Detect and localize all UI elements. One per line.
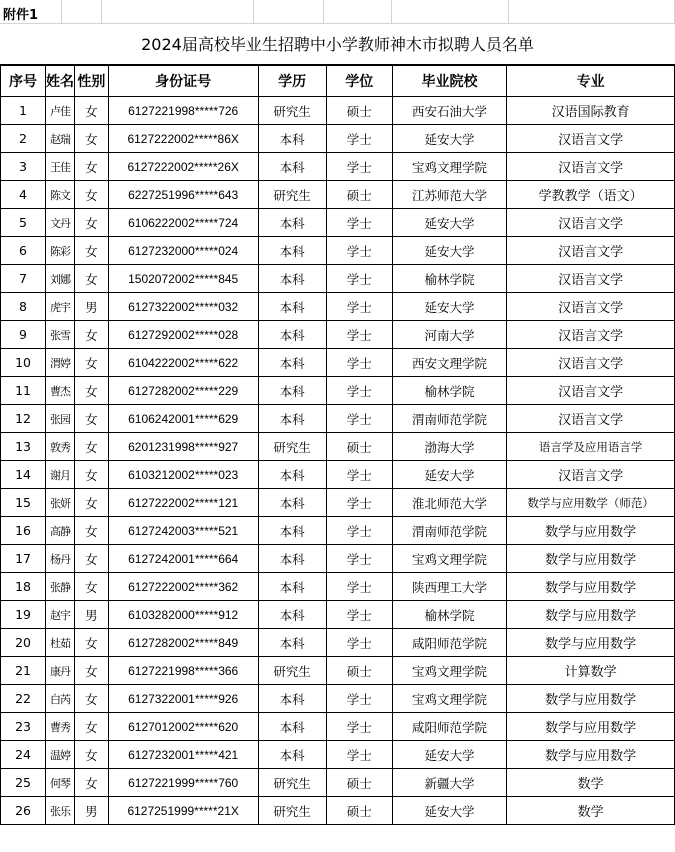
name-cell[interactable]: 陈彩 xyxy=(46,237,75,265)
gender-cell[interactable]: 女 xyxy=(75,545,109,573)
table-row xyxy=(1,573,675,601)
major-cell[interactable]: 数学与应用数学 xyxy=(507,741,675,769)
cell-f1[interactable] xyxy=(392,0,509,24)
row-number[interactable]: 4 xyxy=(1,181,46,209)
major-cell[interactable]: 汉语言文学 xyxy=(507,209,675,237)
row-number[interactable]: 11 xyxy=(1,377,46,405)
row-number[interactable]: 18 xyxy=(1,573,46,601)
major-cell[interactable]: 汉语言文学 xyxy=(507,461,675,489)
name-cell[interactable]: 张乐 xyxy=(46,797,75,825)
id-number-cell[interactable]: 6127221998*****366 xyxy=(108,657,258,685)
education-cell[interactable]: 本科 xyxy=(258,405,326,433)
header-gender[interactable]: 性别 xyxy=(75,66,109,97)
education-cell[interactable]: 本科 xyxy=(258,349,326,377)
education-cell[interactable]: 本科 xyxy=(258,517,326,545)
gender-cell[interactable]: 男 xyxy=(75,293,109,321)
page-title: 2024届高校毕业生招聘中小学教师神木市拟聘人员名单 xyxy=(0,25,675,65)
table-row xyxy=(1,769,675,797)
school-cell[interactable]: 陕西理工大学 xyxy=(392,573,507,601)
gender-cell[interactable]: 女 xyxy=(75,405,109,433)
education-cell[interactable]: 本科 xyxy=(258,573,326,601)
id-number-cell[interactable]: 6127012002*****620 xyxy=(108,713,258,741)
row-number[interactable]: 2 xyxy=(1,125,46,153)
degree-cell[interactable]: 学士 xyxy=(326,713,392,741)
gender-cell[interactable]: 女 xyxy=(75,517,109,545)
header-education[interactable]: 学历 xyxy=(258,66,326,97)
row-number[interactable]: 25 xyxy=(1,769,46,797)
name-cell[interactable]: 张园 xyxy=(46,405,75,433)
degree-cell[interactable]: 学士 xyxy=(326,237,392,265)
header-degree[interactable]: 学位 xyxy=(326,66,392,97)
name-cell[interactable]: 敦秀 xyxy=(46,433,75,461)
degree-cell[interactable]: 学士 xyxy=(326,685,392,713)
gender-cell[interactable]: 女 xyxy=(75,461,109,489)
name-cell[interactable]: 曹杰 xyxy=(46,377,75,405)
major-cell[interactable]: 汉语国际教育 xyxy=(507,97,675,125)
major-cell[interactable]: 汉语言文学 xyxy=(507,153,675,181)
table-row xyxy=(1,349,675,377)
school-cell[interactable]: 延安大学 xyxy=(392,797,507,825)
gender-cell[interactable]: 女 xyxy=(75,685,109,713)
gender-cell[interactable]: 女 xyxy=(75,377,109,405)
row-number[interactable]: 22 xyxy=(1,685,46,713)
major-cell[interactable]: 数学 xyxy=(507,769,675,797)
table-row xyxy=(1,489,675,517)
row-number[interactable]: 20 xyxy=(1,629,46,657)
name-cell[interactable]: 谢月 xyxy=(46,461,75,489)
name-cell[interactable]: 渭婷 xyxy=(46,349,75,377)
id-number-cell[interactable]: 6106242001*****629 xyxy=(108,405,258,433)
major-cell[interactable]: 汉语言文学 xyxy=(507,349,675,377)
name-cell[interactable]: 赵瑞 xyxy=(46,125,75,153)
major-cell[interactable]: 汉语言文学 xyxy=(507,237,675,265)
degree-cell[interactable]: 硕士 xyxy=(326,797,392,825)
school-cell[interactable]: 宝鸡文理学院 xyxy=(392,685,507,713)
gender-cell[interactable]: 女 xyxy=(75,153,109,181)
education-cell[interactable]: 本科 xyxy=(258,461,326,489)
name-cell[interactable]: 杜茹 xyxy=(46,629,75,657)
school-cell[interactable]: 榆林学院 xyxy=(392,265,507,293)
id-number-cell[interactable]: 6103282000*****912 xyxy=(108,601,258,629)
name-cell[interactable]: 康丹 xyxy=(46,657,75,685)
school-cell[interactable]: 宝鸡文理学院 xyxy=(392,545,507,573)
header-id[interactable]: 身份证号 xyxy=(108,66,258,97)
degree-cell[interactable]: 学士 xyxy=(326,125,392,153)
gender-cell[interactable]: 男 xyxy=(75,797,109,825)
degree-cell[interactable]: 硕士 xyxy=(326,97,392,125)
row-number[interactable]: 3 xyxy=(1,153,46,181)
id-number-cell[interactable]: 6127232001*****421 xyxy=(108,741,258,769)
degree-cell[interactable]: 学士 xyxy=(326,209,392,237)
personnel-table xyxy=(0,65,675,825)
id-number-cell[interactable]: 6127242001*****664 xyxy=(108,545,258,573)
major-cell[interactable]: 数学与应用数学 xyxy=(507,713,675,741)
id-number-cell[interactable]: 6127222002*****86X xyxy=(108,125,258,153)
degree-cell[interactable]: 学士 xyxy=(326,517,392,545)
education-cell[interactable]: 本科 xyxy=(258,377,326,405)
school-cell[interactable]: 延安大学 xyxy=(392,125,507,153)
table-row xyxy=(1,517,675,545)
education-cell[interactable]: 本科 xyxy=(258,153,326,181)
header-major[interactable]: 专业 xyxy=(507,66,675,97)
name-cell[interactable]: 高静 xyxy=(46,517,75,545)
gender-cell[interactable]: 女 xyxy=(75,713,109,741)
id-number-cell[interactable]: 6127322002*****032 xyxy=(108,293,258,321)
top-grid-row xyxy=(0,0,675,25)
name-cell[interactable]: 卢佳 xyxy=(46,97,75,125)
gender-cell[interactable]: 女 xyxy=(75,489,109,517)
id-number-cell[interactable]: 6103212002*****023 xyxy=(108,461,258,489)
gender-cell[interactable]: 女 xyxy=(75,769,109,797)
name-cell[interactable]: 陈文 xyxy=(46,181,75,209)
row-number[interactable]: 24 xyxy=(1,741,46,769)
table-row xyxy=(1,797,675,825)
id-number-cell[interactable]: 6127222002*****362 xyxy=(108,573,258,601)
table-row xyxy=(1,461,675,489)
table-row xyxy=(1,321,675,349)
table-row xyxy=(1,741,675,769)
name-cell[interactable]: 王佳 xyxy=(46,153,75,181)
school-cell[interactable]: 延安大学 xyxy=(392,461,507,489)
gender-cell[interactable]: 女 xyxy=(75,629,109,657)
id-number-cell[interactable]: 6227251996*****643 xyxy=(108,181,258,209)
id-number-cell[interactable]: 6127251999*****21X xyxy=(108,797,258,825)
row-number[interactable]: 16 xyxy=(1,517,46,545)
education-cell[interactable]: 研究生 xyxy=(258,769,326,797)
name-cell[interactable]: 张静 xyxy=(46,573,75,601)
major-cell[interactable]: 数学与应用数学（师范） xyxy=(507,489,675,517)
gender-cell[interactable]: 女 xyxy=(75,125,109,153)
name-cell[interactable]: 张妍 xyxy=(46,489,75,517)
gender-cell[interactable]: 女 xyxy=(75,349,109,377)
major-cell[interactable]: 语言学及应用语言学 xyxy=(507,433,675,461)
table-row xyxy=(1,377,675,405)
row-number[interactable]: 12 xyxy=(1,405,46,433)
table-row xyxy=(1,153,675,181)
degree-cell[interactable]: 学士 xyxy=(326,629,392,657)
education-cell[interactable]: 本科 xyxy=(258,741,326,769)
major-cell[interactable]: 数学 xyxy=(507,797,675,825)
name-cell[interactable]: 杨丹 xyxy=(46,545,75,573)
school-cell[interactable]: 江苏师范大学 xyxy=(392,181,507,209)
name-cell[interactable]: 虎宇 xyxy=(46,293,75,321)
row-number[interactable]: 15 xyxy=(1,489,46,517)
major-cell[interactable]: 汉语言文学 xyxy=(507,293,675,321)
degree-cell[interactable]: 学士 xyxy=(326,489,392,517)
education-cell[interactable]: 本科 xyxy=(258,265,326,293)
degree-cell[interactable]: 学士 xyxy=(326,293,392,321)
gender-cell[interactable]: 女 xyxy=(75,97,109,125)
school-cell[interactable]: 西安文理学院 xyxy=(392,349,507,377)
id-number-cell[interactable]: 6127222002*****121 xyxy=(108,489,258,517)
row-number[interactable]: 14 xyxy=(1,461,46,489)
degree-cell[interactable]: 学士 xyxy=(326,153,392,181)
name-cell[interactable]: 文丹 xyxy=(46,209,75,237)
degree-cell[interactable]: 硕士 xyxy=(326,769,392,797)
name-cell[interactable]: 温婷 xyxy=(46,741,75,769)
school-cell[interactable]: 咸阳师范学院 xyxy=(392,713,507,741)
school-cell[interactable]: 宝鸡文理学院 xyxy=(392,657,507,685)
school-cell[interactable]: 延安大学 xyxy=(392,741,507,769)
id-number-cell[interactable]: 6127292002*****028 xyxy=(108,321,258,349)
gender-cell[interactable]: 男 xyxy=(75,601,109,629)
row-number[interactable]: 26 xyxy=(1,797,46,825)
education-cell[interactable]: 本科 xyxy=(258,629,326,657)
major-cell[interactable]: 数学与应用数学 xyxy=(507,601,675,629)
table-row xyxy=(1,181,675,209)
table-row xyxy=(1,209,675,237)
gender-cell[interactable]: 女 xyxy=(75,433,109,461)
table-row xyxy=(1,265,675,293)
degree-cell[interactable]: 学士 xyxy=(326,573,392,601)
table-row xyxy=(1,433,675,461)
degree-cell[interactable]: 学士 xyxy=(326,545,392,573)
row-number[interactable]: 19 xyxy=(1,601,46,629)
education-cell[interactable]: 研究生 xyxy=(258,797,326,825)
name-cell[interactable]: 张雪 xyxy=(46,321,75,349)
school-cell[interactable]: 新疆大学 xyxy=(392,769,507,797)
name-cell[interactable]: 刘娜 xyxy=(46,265,75,293)
name-cell[interactable]: 赵宇 xyxy=(46,601,75,629)
degree-cell[interactable]: 硕士 xyxy=(326,657,392,685)
major-cell[interactable]: 数学与应用数学 xyxy=(507,545,675,573)
major-cell[interactable]: 汉语言文学 xyxy=(507,405,675,433)
table-row xyxy=(1,601,675,629)
table-row xyxy=(1,97,675,125)
id-number-cell[interactable]: 6127282002*****849 xyxy=(108,629,258,657)
gender-cell[interactable]: 女 xyxy=(75,209,109,237)
degree-cell[interactable]: 学士 xyxy=(326,741,392,769)
major-cell[interactable]: 计算数学 xyxy=(507,657,675,685)
id-number-cell[interactable]: 6127282002*****229 xyxy=(108,377,258,405)
gender-cell[interactable]: 女 xyxy=(75,741,109,769)
table-row xyxy=(1,237,675,265)
major-cell[interactable]: 汉语言文学 xyxy=(507,321,675,349)
school-cell[interactable]: 渭南师范学院 xyxy=(392,517,507,545)
row-number[interactable]: 17 xyxy=(1,545,46,573)
school-cell[interactable]: 宝鸡文理学院 xyxy=(392,153,507,181)
education-cell[interactable]: 本科 xyxy=(258,489,326,517)
row-number[interactable]: 21 xyxy=(1,657,46,685)
degree-cell[interactable]: 学士 xyxy=(326,377,392,405)
row-number[interactable]: 13 xyxy=(1,433,46,461)
id-number-cell[interactable]: 6127221999*****760 xyxy=(108,769,258,797)
major-cell[interactable]: 数学与应用数学 xyxy=(507,685,675,713)
gender-cell[interactable]: 女 xyxy=(75,181,109,209)
table-row xyxy=(1,657,675,685)
major-cell[interactable]: 汉语言文学 xyxy=(507,125,675,153)
gender-cell[interactable]: 女 xyxy=(75,265,109,293)
id-number-cell[interactable]: 6127222002*****26X xyxy=(108,153,258,181)
education-cell[interactable]: 本科 xyxy=(258,545,326,573)
table-row xyxy=(1,685,675,713)
id-number-cell[interactable]: 1502072002*****845 xyxy=(108,265,258,293)
degree-cell[interactable]: 学士 xyxy=(326,405,392,433)
degree-cell[interactable]: 学士 xyxy=(326,265,392,293)
gender-cell[interactable]: 女 xyxy=(75,321,109,349)
school-cell[interactable]: 渤海大学 xyxy=(392,433,507,461)
id-number-cell[interactable]: 6104222002*****622 xyxy=(108,349,258,377)
header-row xyxy=(1,66,675,97)
cell-b1[interactable] xyxy=(62,0,102,24)
education-cell[interactable]: 本科 xyxy=(258,209,326,237)
education-cell[interactable]: 本科 xyxy=(258,125,326,153)
education-cell[interactable]: 本科 xyxy=(258,321,326,349)
id-number-cell[interactable]: 6127221998*****726 xyxy=(108,97,258,125)
cell-c1[interactable] xyxy=(102,0,254,24)
id-number-cell[interactable]: 6106222002*****724 xyxy=(108,209,258,237)
row-number[interactable]: 1 xyxy=(1,97,46,125)
education-cell[interactable]: 本科 xyxy=(258,237,326,265)
major-cell[interactable]: 学教教学（语文） xyxy=(507,181,675,209)
table-row xyxy=(1,125,675,153)
table-row xyxy=(1,545,675,573)
degree-cell[interactable]: 学士 xyxy=(326,321,392,349)
education-cell[interactable]: 研究生 xyxy=(258,97,326,125)
major-cell[interactable]: 数学与应用数学 xyxy=(507,573,675,601)
school-cell[interactable]: 渭南师范学院 xyxy=(392,405,507,433)
degree-cell[interactable]: 学士 xyxy=(326,349,392,377)
education-cell[interactable]: 本科 xyxy=(258,713,326,741)
school-cell[interactable]: 榆林学院 xyxy=(392,377,507,405)
row-number[interactable]: 23 xyxy=(1,713,46,741)
cell-d1[interactable] xyxy=(254,0,324,24)
major-cell[interactable]: 数学与应用数学 xyxy=(507,517,675,545)
gender-cell[interactable]: 女 xyxy=(75,237,109,265)
id-number-cell[interactable]: 6127242003*****521 xyxy=(108,517,258,545)
header-school[interactable]: 毕业院校 xyxy=(392,66,507,97)
major-cell[interactable]: 汉语言文学 xyxy=(507,265,675,293)
table-row xyxy=(1,713,675,741)
row-number[interactable]: 10 xyxy=(1,349,46,377)
degree-cell[interactable]: 硕士 xyxy=(326,433,392,461)
school-cell[interactable]: 延安大学 xyxy=(392,293,507,321)
gender-cell[interactable]: 女 xyxy=(75,657,109,685)
school-cell[interactable]: 延安大学 xyxy=(392,237,507,265)
school-cell[interactable]: 咸阳师范学院 xyxy=(392,629,507,657)
name-cell[interactable]: 何琴 xyxy=(46,769,75,797)
id-number-cell[interactable]: 6201231998*****927 xyxy=(108,433,258,461)
education-cell[interactable]: 本科 xyxy=(258,293,326,321)
table-row xyxy=(1,405,675,433)
id-number-cell[interactable]: 6127232000*****024 xyxy=(108,237,258,265)
row-number[interactable]: 6 xyxy=(1,237,46,265)
header-name[interactable]: 姓名 xyxy=(46,66,75,97)
header-no[interactable]: 序号 xyxy=(1,66,46,97)
attachment-label: 附件1 xyxy=(3,8,39,23)
table-row xyxy=(1,629,675,657)
row-number[interactable]: 9 xyxy=(1,321,46,349)
degree-cell[interactable]: 硕士 xyxy=(326,181,392,209)
school-cell[interactable]: 西安石油大学 xyxy=(392,97,507,125)
gender-cell[interactable]: 女 xyxy=(75,573,109,601)
row-number[interactable]: 8 xyxy=(1,293,46,321)
cell-e1[interactable] xyxy=(324,0,392,24)
cell-g1[interactable] xyxy=(509,0,675,24)
table-row xyxy=(1,293,675,321)
row-number[interactable]: 7 xyxy=(1,265,46,293)
education-cell[interactable]: 研究生 xyxy=(258,181,326,209)
education-cell[interactable]: 研究生 xyxy=(258,433,326,461)
education-cell[interactable]: 本科 xyxy=(258,601,326,629)
education-cell[interactable]: 研究生 xyxy=(258,657,326,685)
name-cell[interactable]: 曹秀 xyxy=(46,713,75,741)
school-cell[interactable]: 淮北师范大学 xyxy=(392,489,507,517)
name-cell[interactable]: 白芮 xyxy=(46,685,75,713)
school-cell[interactable]: 延安大学 xyxy=(392,209,507,237)
major-cell[interactable]: 数学与应用数学 xyxy=(507,629,675,657)
major-cell[interactable]: 汉语言文学 xyxy=(507,377,675,405)
degree-cell[interactable]: 学士 xyxy=(326,601,392,629)
school-cell[interactable]: 榆林学院 xyxy=(392,601,507,629)
degree-cell[interactable]: 学士 xyxy=(326,461,392,489)
row-number[interactable]: 5 xyxy=(1,209,46,237)
id-number-cell[interactable]: 6127322001*****926 xyxy=(108,685,258,713)
school-cell[interactable]: 河南大学 xyxy=(392,321,507,349)
education-cell[interactable]: 本科 xyxy=(258,685,326,713)
